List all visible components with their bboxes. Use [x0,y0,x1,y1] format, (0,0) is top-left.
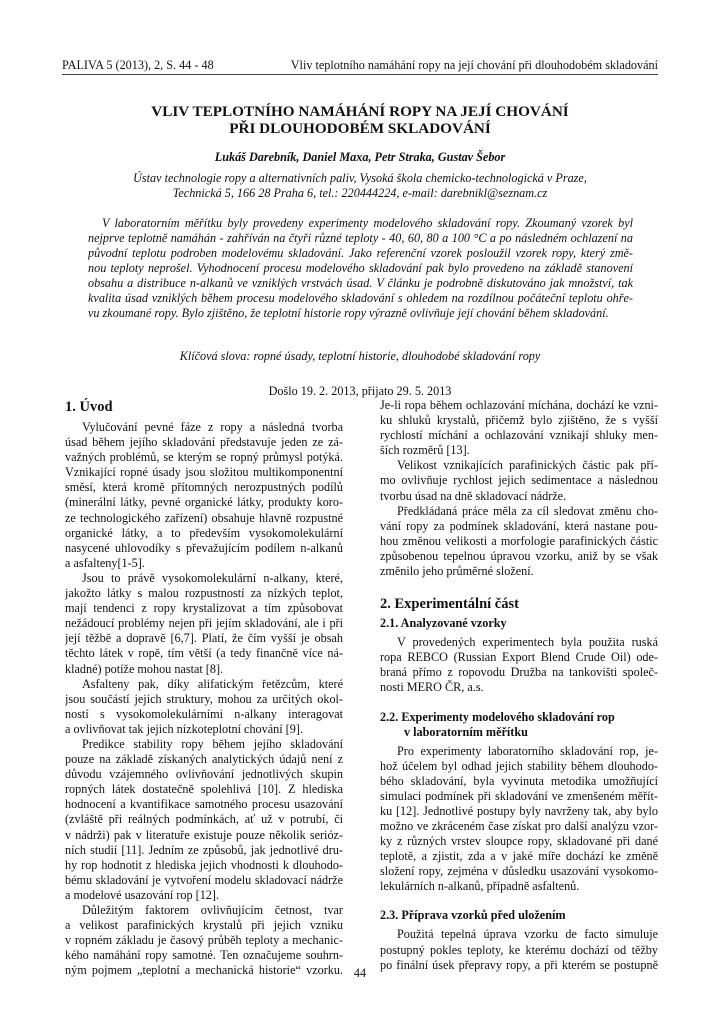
affiliation-line: Technická 5, 166 28 Praha 6, tel.: 220444224, e-mail: darebnikl@seznam.cz [172,186,548,200]
text-line: kladné) potíže mohou nastat [8]. [65,661,224,676]
authors: Lukáš Darebník, Daniel Maxa, Petr Straka, Gustav Šebor [214,150,506,164]
text-line: Pro experimenty laboratorního skladování rop, je- [397,743,658,758]
abstract-line: obsahu a distribuce n-alkanů ve vzniklých vrstvách úsad. V článku je podrobně diskutováno jak množství, tak [88,276,633,290]
text-line: hodnocení a kvantifikace samotného procesu usazování [65,797,343,812]
text-line: mo ovlivňuje rychlost jejich sedimentace a následnou [380,473,658,488]
paragraph [65,677,343,737]
text-line: těchto látek v ropě, tím větší (a tedy finančně více ná- [65,646,343,661]
text-line: a asfalteny[1-5]. [65,555,145,570]
keywords: Klíčová slova: ropné úsady, teplotní historie, dlouhodobé skladování ropy [179,349,541,363]
text-line: ným pojmem „teplotní a mechanická historie“ vzorku. [65,963,343,978]
text-line: (zvláště při reálných podmínkách, ať už v potrubí, či [65,812,343,827]
text-line: Důležitým faktorem ovlivňujícím četnost, tvar [82,903,343,917]
page-number: 44 [353,966,367,980]
text-line: ze technologického zařízení) obsahuje hlavně rozpustné [65,510,343,525]
text-line: (minerální látky, pevné organické látky, produkty koro- [65,495,343,510]
abstract [88,216,633,321]
text-line: kého namáhání ropy samotné. Ten označujeme souhrn- [65,948,343,963]
text-line: vání ropy za podmínek skladování, která nastane pou- [380,518,658,533]
text-line: ky z různých vrstev sloupce ropy, skladované při dané [380,834,658,849]
subsection-heading-preparation: 2.3. Příprava vzorků před uložením [380,908,566,923]
heading-line: v laboratorním měřítku [404,724,528,739]
paragraph [380,635,658,695]
text-line: simulaci podmínek při skladování ve zmenšeném měřít- [380,788,658,803]
text-line: po finální úsek přepravy ropy, a při kterém se postupně [380,957,658,972]
text-line: postupný pokles teploty, ke kterému dochází od těžby [380,942,658,957]
text-line: ku shluků krystalů, přičemž bylo zjištěno, že s vyšší [380,413,658,428]
text-line: mají tendenci z ropy krystalizovat a tím způsobovat [65,601,343,616]
text-line: Vylučování pevné fáze z ropy a následná tvorba [82,420,343,434]
text-line: v ropném základu je časový průběh teploty a mechanic- [65,933,343,948]
text-line: Predikce stability ropy během jejího skladování [82,736,343,751]
text-line: hy rop hodnotit z hlediska jejich vhodnosti k dlouhodo- [65,857,343,872]
paragraph [380,398,658,458]
text-line: važných problémů, se kterým se ropný průmysl potýká. [65,450,343,465]
text-line: ních studií [11]. Jedním ze způsobů, jak jednotlivé dru- [65,842,343,857]
section-heading-experimental: 2. Experimentální část [380,596,519,613]
text-line: hož účelem byl odhad jejich stability během dlouhodo- [380,758,658,773]
paragraph [380,458,658,503]
text-line: Velikost vznikajících parafinických částic pak pří- [397,458,658,473]
abstract-line: původní teplotu podroben modelovému skladování. Jako referenční vzorek posloužil vzorek ropy, který změ- [88,246,633,260]
abstract-line: nejprve teplotně namáhán - zahříván na čtyři různé teploty - 40, 60, 80 a 100 °C a po následném ochlazení na [88,231,633,245]
text-line: nosti MERO ČR, a.s. [380,680,484,695]
text-line: způsobenou tepelnou úpravou vzorku, aniž by se však [380,548,658,563]
running-header [62,58,658,75]
text-line: ku [12]. Jednotlivé postupy byly navrženy tak, aby bylo [380,803,658,818]
text-line: ších rozměrů [13]. [380,443,470,458]
text-line: jakožto látky s malou rozpustností za nízkých teplot, [65,586,343,601]
text-line: směsí, která kromě přítomných nerozpustných podílů [65,480,343,495]
received-date: Došlo 19. 2. 2013, přijato 29. 5. 2013 [268,384,452,398]
affiliation [62,171,658,201]
journal-citation: PALIVA 5 (2013), 2, S. 44 - 48 [62,58,214,72]
text-line: složení ropy, zejména v důsledku usazování vysokomo- [380,864,658,879]
section-heading-uvod: 1. Úvod [65,399,113,415]
right-column [380,398,658,973]
abstract-line: V laboratorním měřítku byly provedeny experimenty modelového skladování ropy. Zkoumaný vzorek byl [102,216,633,230]
text-line: Jsou to právě vysokomolekulární n-alkany, které, [82,570,343,585]
text-line: možno ve zkráceném čase získat pro další analýzu vzor- [380,818,658,833]
text-line: teplotě, a zjistit, zda a v jaké míře dochází ke změně [380,849,658,864]
title-line: VLIV TEPLOTNÍHO NAMÁHÁNÍ ROPY NA JEJÍ CHOVÁNÍ [151,103,569,120]
abstract-line: kvalita úsad vzniklých během procesu modelového skladování s ohledem na rozdílnou počáteční teplotu ohře- [88,291,633,305]
text-line: ností s vysokomolekulárními n-alkany interagovat [65,706,343,721]
paragraph [380,744,658,895]
abstract-line: vu zkoumané ropy. Bylo zjištěno, že teplotní historie ropy výrazně ovlivňuje její chování během skladování. [88,306,609,320]
text-line: Vznikající ropné úsady jsou složitou multikomponentní [65,465,343,480]
paragraph [65,420,343,571]
text-line: nasycené uhlovodíky s převažujícím podílem n-alkanů [65,540,343,555]
running-title: Vliv teplotního namáhání ropy na její chování při dlouhodobém skladování [290,58,658,72]
text-line: a modelové usazování rop [12]. [65,887,219,902]
text-line: ropa REBCO (Russian Export Blend Crude Oil) ode- [380,650,658,665]
paragraph [65,737,343,903]
text-line: braná přímo z ropovodu Družba na tankovišti společ- [380,665,658,680]
text-line: úsad během jejího skladování představuje jeden ze zá- [65,435,343,450]
paragraph [380,504,658,579]
title-line: PŘI DLOUHODOBÉM SKLADOVÁNÍ [229,120,491,137]
text-line: Je-li ropa během ochlazování míchána, dochází ke vzni- [380,398,658,412]
affiliation-line: Ústav technologie ropy a alternativních paliv, Vysoká škola chemicko-technologická v Praze, [133,171,587,185]
text-line: V provedených experimentech byla použita ruská [397,635,658,650]
text-line: a velikost parafinických krystalů při jejich vzniku [65,918,343,933]
text-line: lekulárních n-alkanů, případně asfaltenů. [380,879,580,894]
text-line: ropných látek dostatečně spolehlivá [10]. Z hlediska [65,782,343,797]
text-line: Předkládaná práce měla za cíl sledovat změnu cho- [397,503,658,518]
text-line: rychlostí míchání a ochlazování vznikají shluky men- [380,428,658,443]
text-line: jsou součástí jejich struktury, mohou za určitých okol- [65,691,343,706]
text-line: nežádoucí problémy nejen při jejím skladování, ale i při [65,616,343,631]
abstract-line: nou teploty neprošel. Vyhodnocení procesu modelového skladování pak bylo provedeno na základě stanovení [88,261,633,275]
text-line: důvodu vzájemného ovlivňování jednotlivých skupin [65,767,343,782]
text-line: tvorbu úsad na dně skladovací nádrže. [380,488,567,503]
left-column [65,398,343,978]
text-line: změnilo jeho průměrné složení. [380,564,534,579]
heading-line: 2.2. Experimenty modelového skladování rop [380,709,615,724]
text-line: její těžbě a dopravě [6,7]. Platí, že čím vyšší je obsah [65,631,343,646]
text-line: organické látky, a to především vysokomolekulární [65,525,343,540]
text-line: bému skladování je vytvoření modelu skladovací nádrže [65,872,343,887]
text-line: pouze na základě získaných analytických údajů není z [65,752,343,767]
paper-title [62,103,658,137]
paragraph [65,571,343,677]
text-line: Použitá tepelná úprava vzorku de facto simuluje [397,927,658,942]
subsection-heading-storage [380,710,658,740]
text-line: bého skladování, byla vyvinuta metodika umožňující [380,773,658,788]
text-line: a ovlivňovat tak jejich nízkoteplotní chování [9]. [65,721,303,736]
text-line: Asfalteny pak, díky alifatickým řetězcům, které [82,676,343,691]
text-line: hou změnou velikosti a morfologie parafinických částic [380,533,658,548]
subsection-heading-samples: 2.1. Analyzované vzorky [380,616,507,631]
text-line: v nádrži) pak v literatuře existuje pouze několik serióz- [65,827,343,842]
